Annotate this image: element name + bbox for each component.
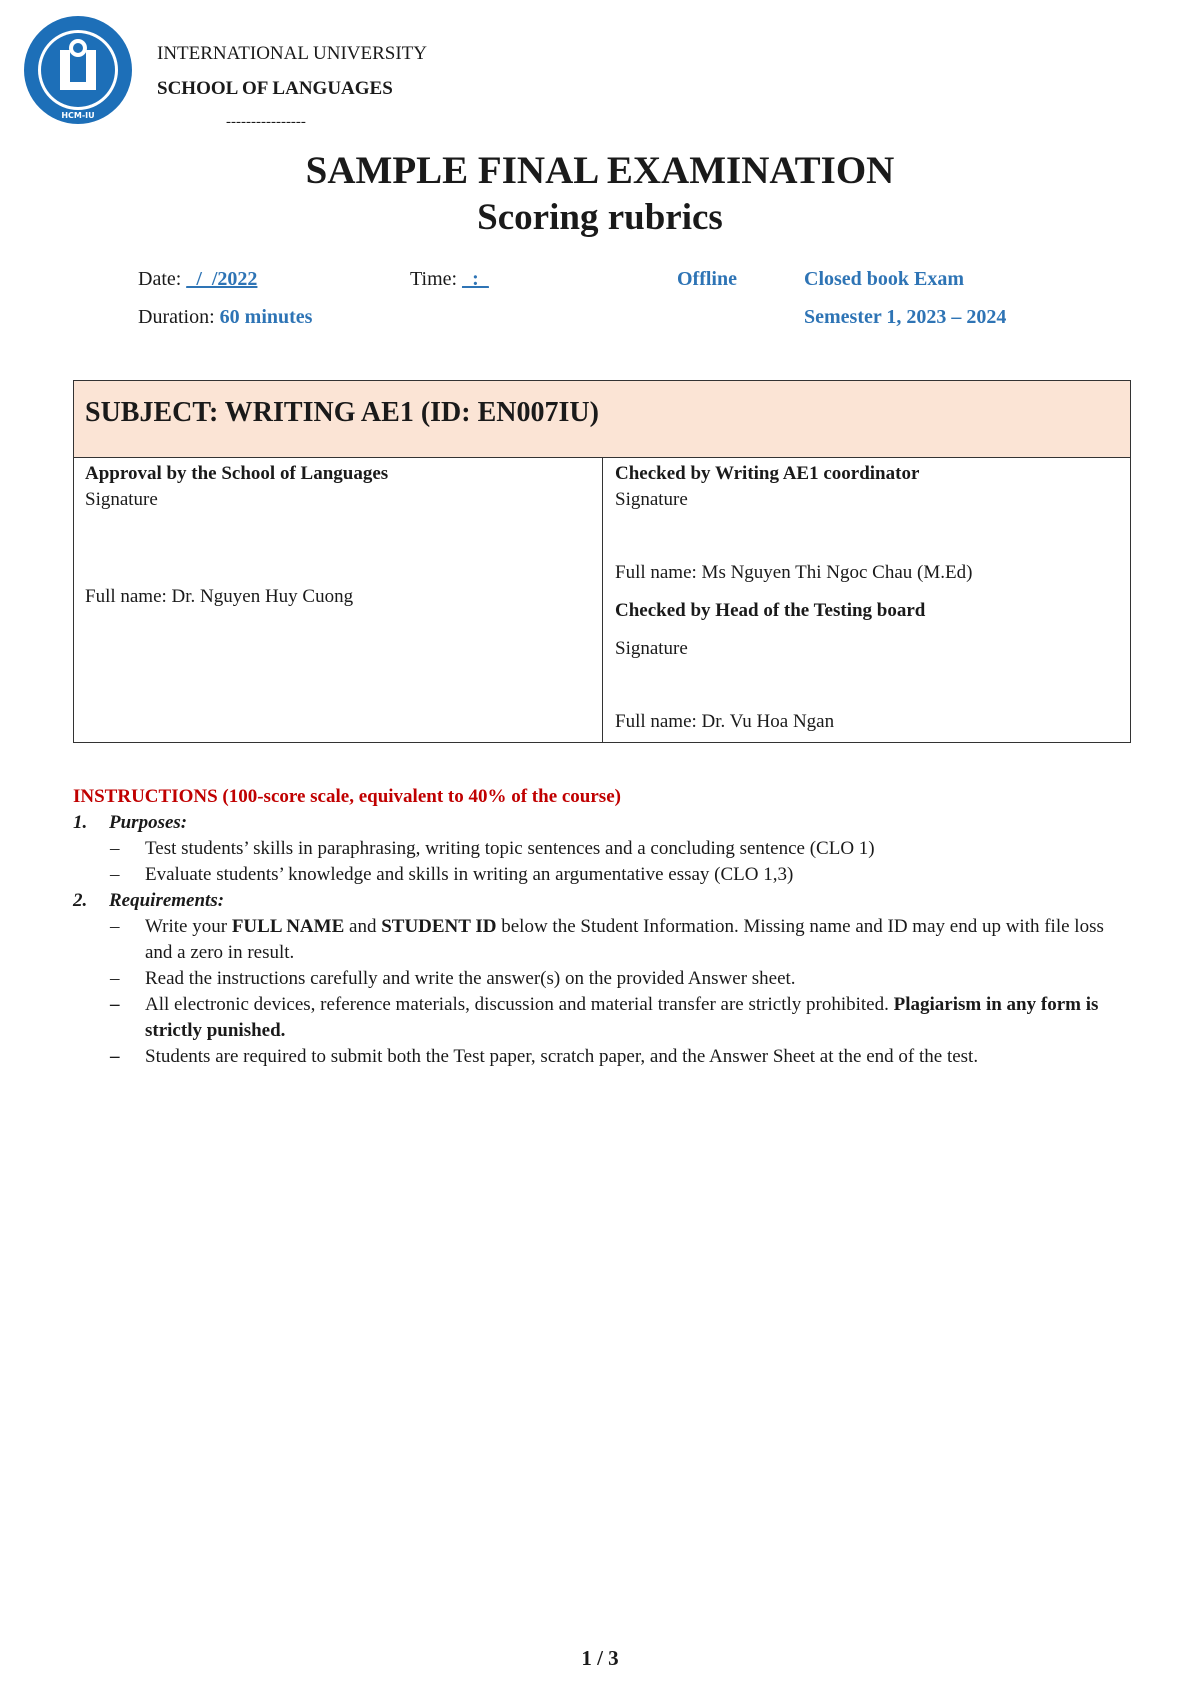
list-item: – Test students’ skills in paraphrasing, writing topic sentences and a concluding sentence (CLO 1) <box>110 838 875 859</box>
exam-mode: Offline <box>677 268 737 290</box>
testing-board-heading: Checked by Head of the Testing board <box>615 600 926 621</box>
approval-heading: Approval by the School of Languages <box>85 463 389 484</box>
header-divider: ---------------- <box>226 114 306 130</box>
svg-text:HCM-IU: HCM-IU <box>61 111 95 120</box>
subject-title: SUBJECT: WRITING AE1 (ID: EN007IU) <box>85 397 599 428</box>
duration-value: 60 minutes <box>219 306 313 328</box>
approval-fullname: Full name: Dr. Nguyen Huy Cuong <box>85 586 354 607</box>
date-value: _/_/2022 <box>186 268 258 290</box>
school-name: SCHOOL OF LANGUAGES <box>157 78 393 99</box>
approval-signature-label: Signature <box>85 489 158 510</box>
testing-board-fullname: Full name: Dr. Vu Hoa Ngan <box>615 711 835 732</box>
list-item: – Evaluate students’ knowledge and skills in writing an argumentative essay (CLO 1,3) <box>110 864 794 885</box>
list-item: – All electronic devices, reference materials, discussion and material transfer are strictly prohibited. Plagiarism in any form is strictly punished. <box>110 994 1099 1041</box>
time-value: _:_ <box>462 268 489 290</box>
instructions-section <box>73 784 1133 1070</box>
requirements-heading: 2. Requirements: <box>73 890 225 911</box>
university-seal-icon <box>22 14 134 126</box>
page-subtitle: Scoring rubrics <box>477 197 723 238</box>
time-field: Time: _:_ <box>410 268 489 290</box>
table-divider <box>602 458 603 742</box>
list-item: – Students are required to submit both the Test paper, scratch paper, and the Answer Sheet at the end of the test. <box>110 1046 979 1067</box>
instructions-heading: INSTRUCTIONS (100-score scale, equivalent to 40% of the course) <box>73 786 621 807</box>
university-name: INTERNATIONAL UNIVERSITY <box>157 43 428 64</box>
date-field: Date: _/_/2022 <box>138 268 258 290</box>
exam-type: Closed book Exam <box>804 268 965 290</box>
coordinator-fullname: Full name: Ms Nguyen Thi Ngoc Chau (M.Ed) <box>615 562 973 583</box>
list-item: – Read the instructions carefully and write the answer(s) on the provided Answer sheet. <box>110 968 796 989</box>
page-number: 1 / 3 <box>581 1646 619 1670</box>
subject-header <box>74 381 1130 458</box>
testing-board-signature-label: Signature <box>615 638 688 659</box>
institution-block <box>157 42 427 101</box>
approval-table <box>73 380 1131 743</box>
coordinator-signature-label: Signature <box>615 489 688 510</box>
duration-field: Duration: 60 minutes <box>138 306 313 328</box>
coordinator-heading: Checked by Writing AE1 coordinator <box>615 463 920 484</box>
list-item: – Write your FULL NAME and STUDENT ID below the Student Information. Missing name and ID may end up with file loss and a zero in result. <box>110 916 1104 963</box>
semester: Semester 1, 2023 – 2024 <box>804 306 1007 328</box>
purposes-heading: 1. Purposes: <box>73 812 188 833</box>
page-title: SAMPLE FINAL EXAMINATION <box>305 149 895 192</box>
